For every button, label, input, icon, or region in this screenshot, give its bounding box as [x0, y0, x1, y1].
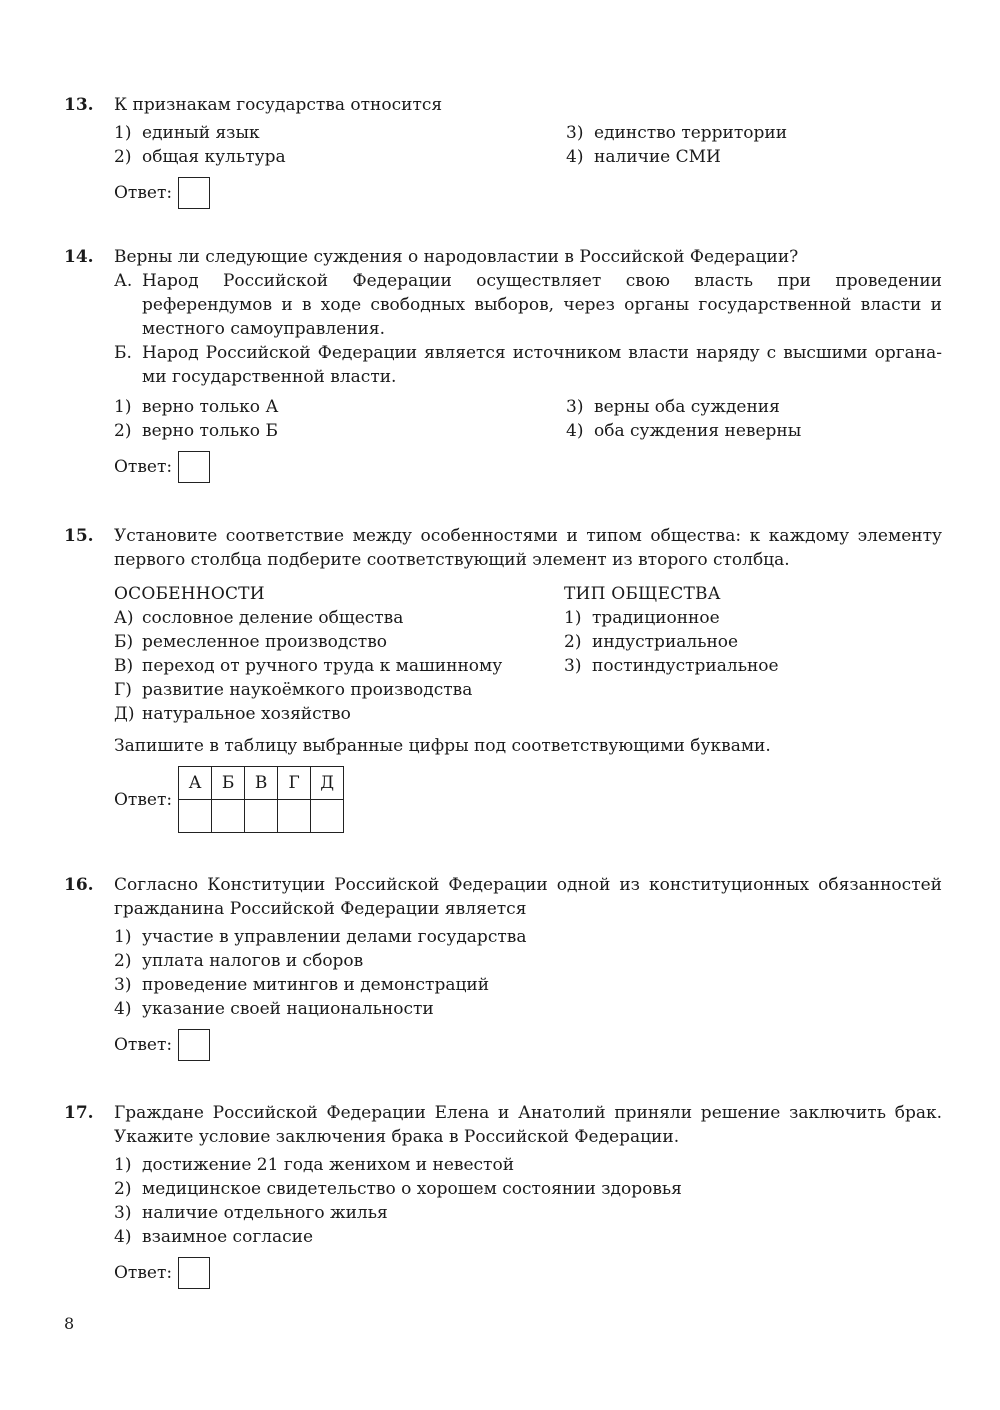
option-number: 1)	[114, 1155, 132, 1175]
answer-label: Ответ:	[114, 183, 173, 203]
statement-b	[114, 341, 942, 389]
answer-label: Ответ:	[114, 1035, 173, 1055]
question-body	[114, 524, 942, 833]
answer-row	[114, 1257, 942, 1289]
statement-a	[114, 269, 942, 341]
option	[114, 419, 566, 443]
question-number: 16.	[64, 875, 94, 895]
option-number: 2)	[114, 1179, 132, 1199]
right-item	[564, 654, 942, 678]
option-text: достижение 21 года женихом и невестой	[142, 1155, 515, 1175]
answer-table-header-row	[179, 767, 344, 800]
options-list	[114, 925, 942, 1021]
option	[114, 145, 566, 169]
option-text: указание своей национальности	[142, 999, 434, 1019]
option-text: оба суждения неверны	[594, 421, 802, 441]
option-number: 3)	[566, 397, 584, 417]
answer-table-input-row	[179, 800, 344, 833]
option-number: 4)	[114, 1227, 132, 1247]
right-item	[564, 606, 942, 630]
answer-label: Ответ:	[114, 457, 173, 477]
option-number: 4)	[566, 421, 584, 441]
answer-table-header: А	[179, 767, 212, 800]
left-item	[114, 654, 564, 678]
item-text: натуральное хозяйство	[142, 704, 351, 724]
option	[114, 973, 942, 997]
option-text: наличие отдельного жилья	[142, 1203, 388, 1223]
statement-mark: А.	[114, 271, 133, 291]
option-text: проведение митингов и демонстраций	[142, 975, 490, 995]
item-letter: Г)	[114, 680, 132, 700]
question-number: 14.	[64, 247, 94, 267]
option	[114, 997, 942, 1021]
item-text: переход от ручного труда к машинному	[142, 656, 503, 676]
item-text: индустриальное	[592, 632, 739, 652]
option	[114, 1225, 942, 1249]
option-number: 4)	[114, 999, 132, 1019]
question-body	[114, 1101, 942, 1289]
left-item	[114, 678, 564, 702]
item-text: развитие наукоёмкого производства	[142, 680, 473, 700]
options-list	[114, 1153, 942, 1249]
item-letter: Д)	[114, 704, 135, 724]
option	[566, 419, 942, 443]
answer-box[interactable]	[178, 177, 210, 209]
question-body	[114, 873, 942, 1061]
left-column-header: ОСОБЕННОСТИ	[114, 584, 265, 604]
answer-cell-v[interactable]	[245, 800, 278, 833]
options-grid	[114, 395, 942, 443]
options-grid	[114, 121, 942, 169]
question-body	[114, 93, 942, 209]
answer-row	[114, 177, 942, 209]
left-column	[114, 582, 564, 726]
option-text: единство территории	[594, 123, 788, 143]
option-text: верно только А	[142, 397, 279, 417]
left-item	[114, 702, 564, 726]
answer-table-header: Г	[278, 767, 311, 800]
option-number: 1)	[114, 123, 132, 143]
option-text: наличие СМИ	[594, 147, 721, 167]
question-stem: Верны ли следующие суждения о народовластии в Российской Федерации?	[114, 247, 799, 267]
option-text: верно только Б	[142, 421, 278, 441]
option	[114, 395, 566, 419]
option-number: 1)	[114, 397, 132, 417]
item-text: сословное деление общества	[142, 608, 404, 628]
option-text: уплата налогов и сборов	[142, 951, 364, 971]
question-stem: Согласно Конституции Российской Федерации одной из конституционных обязанностей гражданина Российской Федерации является	[114, 875, 942, 919]
answer-box[interactable]	[178, 1257, 210, 1289]
answer-cell-b[interactable]	[212, 800, 245, 833]
item-text: ремесленное производство	[142, 632, 388, 652]
answer-table-header: В	[245, 767, 278, 800]
option-number: 3)	[114, 1203, 132, 1223]
item-letter: А)	[114, 608, 134, 628]
option-number: 2)	[114, 421, 132, 441]
option	[114, 925, 942, 949]
answer-cell-g[interactable]	[278, 800, 311, 833]
item-number: 2)	[564, 632, 582, 652]
option-text: единый язык	[142, 123, 260, 143]
option-text: медицинское свидетельство о хорошем состоянии здоровья	[142, 1179, 682, 1199]
question-stem: К признакам государства относится	[114, 95, 443, 115]
statement-mark: Б.	[114, 343, 132, 363]
option-text: верны оба суждения	[594, 397, 780, 417]
question-stem: Граждане Российской Федерации Елена и Анатолий приняли решение заключить брак. Укажите условие заключения брака в Российской Федерации.	[114, 1103, 942, 1147]
answer-table-row	[114, 766, 942, 833]
option	[566, 145, 942, 169]
left-item	[114, 606, 564, 630]
question-number: 13.	[64, 95, 94, 115]
option	[114, 1201, 942, 1225]
answer-table	[178, 766, 344, 833]
option	[114, 121, 566, 145]
answer-row	[114, 451, 942, 483]
answer-table-header: Б	[212, 767, 245, 800]
option	[566, 395, 942, 419]
answer-box[interactable]	[178, 1029, 210, 1061]
option	[114, 1153, 942, 1177]
option-text: участие в управлении делами государства	[142, 927, 527, 947]
option-number: 4)	[566, 147, 584, 167]
option-text: взаимное согласие	[142, 1227, 314, 1247]
item-number: 3)	[564, 656, 582, 676]
option-number: 3)	[114, 975, 132, 995]
question-number: 15.	[64, 526, 94, 546]
right-item	[564, 630, 942, 654]
option	[114, 1177, 942, 1201]
right-column-header: ТИП ОБЩЕСТВА	[564, 584, 721, 604]
question-number: 17.	[64, 1103, 94, 1123]
option	[114, 949, 942, 973]
option-number: 3)	[566, 123, 584, 143]
statement-text: Народ Российской Федерации является источником власти наряду с высшими органами государственной власти.	[142, 343, 942, 387]
item-letter: В)	[114, 656, 134, 676]
option-number: 2)	[114, 147, 132, 167]
answer-table-header: Д	[311, 767, 344, 800]
answer-cell-a[interactable]	[179, 800, 212, 833]
question-stem: Установите соответствие между особенностями и типом общества: к каждому элементу первого столбца подберите соответствующий элемент из второго столбца.	[114, 526, 942, 570]
option-text: общая культура	[142, 147, 286, 167]
page-number: 8	[64, 1314, 75, 1333]
option-number: 2)	[114, 951, 132, 971]
option-number: 1)	[114, 927, 132, 947]
instruction-text: Запишите в таблицу выбранные цифры под соответствующими буквами.	[114, 736, 771, 756]
answer-label: Ответ:	[114, 789, 173, 810]
option	[566, 121, 942, 145]
answer-row	[114, 1029, 942, 1061]
item-text: постиндустриальное	[592, 656, 779, 676]
item-text: традиционное	[592, 608, 720, 628]
question-body	[114, 245, 942, 483]
matching-columns	[114, 582, 942, 726]
item-letter: Б)	[114, 632, 134, 652]
answer-box[interactable]	[178, 451, 210, 483]
answer-cell-d[interactable]	[311, 800, 344, 833]
right-column	[564, 582, 942, 726]
statement-text: Народ Российской Федерации осуществляет свою власть при проведении референдумов и в ходе свободных выборов, через органы государственной власти и местного самоуправления.	[142, 271, 942, 339]
answer-label: Ответ:	[114, 1263, 173, 1283]
left-item	[114, 630, 564, 654]
item-number: 1)	[564, 608, 582, 628]
